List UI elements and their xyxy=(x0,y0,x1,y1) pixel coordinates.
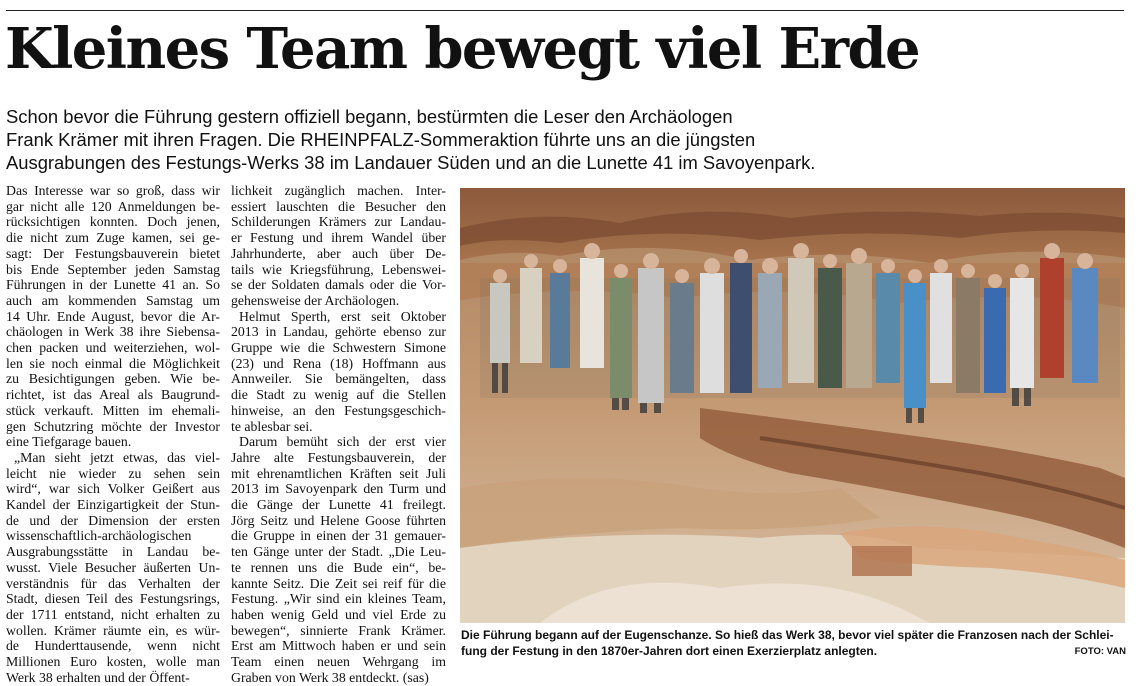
body-text-line: mit ehrenamtlichen Kräften seit Juli xyxy=(231,465,446,481)
body-text-line: der 1711 entstand, nicht erhalten zu xyxy=(6,606,220,622)
body-text-line: essiert lauschten die Besucher den xyxy=(231,198,446,214)
body-text-line: Team einen neuen Wehrgang im xyxy=(231,654,446,670)
body-text-line: gen Schutzring möchte der Investor xyxy=(6,418,220,434)
body-text-line: bis Ende September jeden Samstag xyxy=(6,261,220,277)
body-text-line: de Hunderttausende, wenn nicht xyxy=(6,638,220,654)
caption-line: Die Führung begann auf der Eugenschanze. So hieß das Werk 38, bevor viel später die Franzosen nach der Schlei- xyxy=(461,628,1114,642)
body-text-line: 2013 in Landau, gehörte ebenso zur xyxy=(231,324,446,340)
body-text-line: (23) und Rena (18) Hoffmann aus xyxy=(231,355,446,371)
caption-line: fung der Festung in den 1870er-Jahren dort einen Exerzierplatz anlegten. xyxy=(461,644,878,658)
body-text-line: verständnis für das Verhalten der xyxy=(6,575,220,591)
body-text-line: 2013 im Savoyenpark den Turm und xyxy=(231,481,446,497)
body-text-line: 14 Uhr. Ende August, bevor die Ar- xyxy=(6,308,220,324)
body-text-line: leicht nie wieder zu sehen sein xyxy=(6,465,220,481)
body-text-line: Graben von Werk 38 entdeckt. (sas) xyxy=(231,669,429,685)
article-column-2 xyxy=(231,183,446,686)
body-text-line: te rennen uns die Bude ein“, be- xyxy=(231,559,446,575)
body-text-line: Werk 38 erhalten und der Öffent- xyxy=(6,669,190,685)
body-text-line: zu Besichtigungen geben. Wie be- xyxy=(6,371,220,387)
lead-line: Ausgrabungen des Festungs-Werks 38 im Landauer Süden und an die Lunette 41 im Savoyenpark. xyxy=(6,152,816,173)
body-text-line: Gruppe wie die Schwestern Simone xyxy=(231,340,446,356)
body-text-line: auch am kommenden Samstag um xyxy=(6,292,220,308)
photo-credit: FOTO: VAN xyxy=(1074,646,1126,657)
body-text-line: Millionen Euro kosten, wolle man xyxy=(6,654,220,670)
body-text-line: Jahrhunderte, aber auch über De- xyxy=(231,245,446,261)
lead-line: Schon bevor die Führung gestern offiziell begann, bestürmten die Leser den Archäologen xyxy=(6,106,733,127)
body-text-line: Stadt, diesen Teil des Festungsrings, xyxy=(6,591,220,607)
body-text-line: richtet, ist das Areal als Baugrund- xyxy=(6,387,220,403)
body-text-line: ten Gänge unter der Stadt. „Die Leu- xyxy=(231,544,446,560)
body-text-line: Kandel der Einzigartigkeit der Stun- xyxy=(6,497,220,513)
body-text-line: te ablesbar sei. xyxy=(231,418,313,434)
body-text-line: chäologen in Werk 38 ihre Siebensa- xyxy=(6,324,220,340)
body-text-line: lichkeit zugänglich machen. Inter- xyxy=(231,183,446,198)
body-text-line: Jörg Seitz und Helene Goose führten xyxy=(231,512,446,528)
body-text-line: die Gruppe in einen der 31 gemauer- xyxy=(231,528,446,544)
body-text-line: gar nicht alle 120 Anmeldungen be- xyxy=(6,198,220,214)
body-text-line: se der Soldaten damals oder die Vor- xyxy=(231,277,446,293)
body-text-line: chen packen und weiterziehen, wol- xyxy=(6,340,220,356)
body-text-line: gehensweise der Archäologen. xyxy=(231,292,400,308)
body-text-line: haben wenig Geld und viel Erde zu xyxy=(231,606,446,622)
body-text-line: Annweiler. Sie bemängelten, dass xyxy=(231,371,446,387)
body-text-line: er Festung und ihrem Wandel über xyxy=(231,230,446,246)
headline: Kleines Team bewegt viel Erde xyxy=(5,16,920,82)
body-text-line: len sie noch einmal die Möglichkeit xyxy=(6,355,220,371)
body-text-line: bewegen“, sinnierte Frank Krämer. xyxy=(231,622,446,638)
body-text-line: wollen. Krämer räumte ein, es wür- xyxy=(6,622,220,638)
body-text-line: Erst am Mittwoch haben er und sein xyxy=(231,638,446,654)
body-text-line: Schilderungen Krämers zur Landau- xyxy=(231,214,446,230)
body-text-line: die Stadt zu wenig auf die Stellen xyxy=(231,387,446,403)
article-photo xyxy=(460,188,1125,623)
lead-line: Frank Krämer mit ihren Fragen. Die RHEINPFALZ-Sommeraktion führte uns an die jüngsten xyxy=(6,129,756,150)
body-text-line: Führungen in der Lunette 41 an. So xyxy=(6,277,220,293)
body-text-line: sagt: Der Festungsbauverein bietet xyxy=(6,245,220,261)
body-text-line: Ausgrabungsstätte in Landau be- xyxy=(6,544,220,560)
photo-caption xyxy=(461,627,1125,659)
article-column-1 xyxy=(6,183,220,686)
body-text-line: wusst. Viele Besucher äußerten Un- xyxy=(6,559,220,575)
body-text-line: „Man sieht jetzt etwas, das viel- xyxy=(14,449,220,465)
lead-paragraph xyxy=(6,105,1126,174)
body-text-line: Das Interesse war so groß, dass wir xyxy=(6,183,220,198)
body-text-line: hinweise, an den Festungsgeschich- xyxy=(231,402,446,418)
body-text-line: Helmut Sperth, erst seit Oktober xyxy=(239,308,446,324)
body-text-line: de und der Dimension der ersten xyxy=(6,512,220,528)
body-text-line: Jahre alte Festungsbauverein, der xyxy=(231,449,446,465)
body-text-line: Darum bemüht sich der erst vier xyxy=(239,434,446,450)
body-text-line: tails wie Kriegsführung, Lebenswei- xyxy=(231,261,446,277)
body-text-line: kannte Seitz. Die Zeit sei reif für die xyxy=(231,575,446,591)
body-text-line: rücksichtigen konnten. Doch jenen, xyxy=(6,214,220,230)
body-text-line: die nicht zum Zuge kamen, sei ge- xyxy=(6,230,220,246)
body-text-line: wird“, war sich Volker Geißert aus xyxy=(6,481,220,497)
body-text-line: Festung. „Wir sind ein kleines Team, xyxy=(231,591,446,607)
body-text-line: stück verkauft. Mitten im ehemali- xyxy=(6,402,220,418)
body-text-line: die Gänge der Lunette 41 freilegt. xyxy=(231,497,446,513)
body-text-line: eine Tiefgarage bauen. xyxy=(6,434,132,450)
top-rule xyxy=(6,10,1124,11)
body-text-line: wissenschaftlich-archäologischen xyxy=(6,528,192,544)
